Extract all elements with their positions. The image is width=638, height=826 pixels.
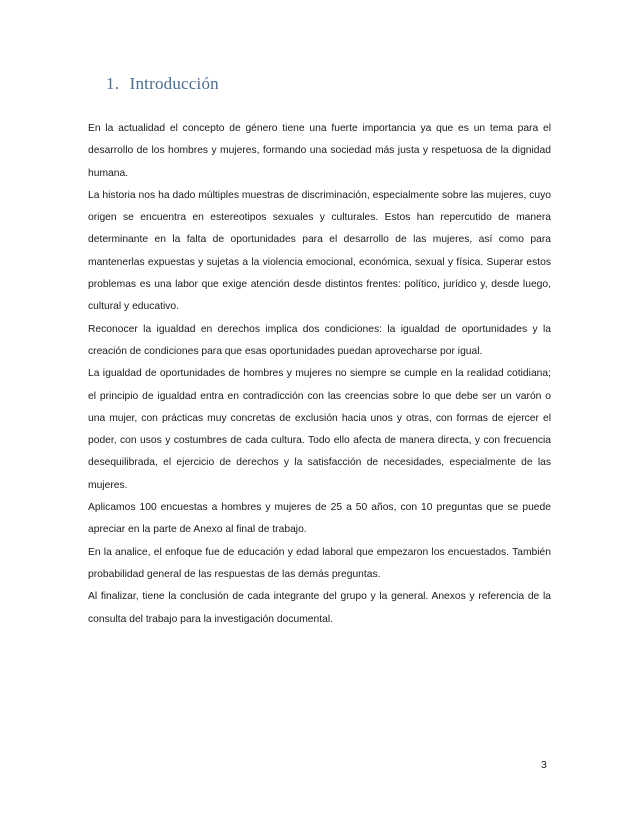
paragraph: Al finalizar, tiene la conclusión de cada integrante del grupo y la general. Anexos y referencia de la consulta del trabajo para la investigación documental. [88, 591, 551, 625]
paragraph: En la actualidad el concepto de género tiene una fuerte importancia ya que es un tema para el desarrollo de los hombres y mujeres, formando una sociedad más justa y respetuosa de la dignidad humana. [88, 123, 551, 179]
paragraph: La historia nos ha dado múltiples muestras de discriminación, especialmente sobre las mujeres, cuyo origen se encuentra en estereotipos sexuales y culturales. Estos han repercutido de manera determinante en la falta de oportunidades para el desarrollo de las mujeres, así como para mantenerlas expuestas y sujetas a la violencia emocional, económica, sexual y física. Superar estos problemas es una labor que exige atención desde distintos frentes: político, jurídico y, desde luego, cultural y educativo. [88, 189, 551, 313]
paragraph: La igualdad de oportunidades de hombres y mujeres no siempre se cumple en la realidad cotidiana; el principio de igualdad entra en contradicción con las creencias sobre lo que debe ser un varón o una mujer, con prácticas muy concretas de exclusión hacia unos y otras, con formas de ejercer el poder, con usos y costumbres de cada cultura. Todo ello afecta de manera directa, y con frecuencia desequilibrada, el ejercicio de derechos y la satisfacción de necesidades, especialmente de las mujeres. [88, 368, 551, 491]
body-text [88, 118, 551, 631]
section-number: 1. [106, 74, 120, 93]
paragraph: En la analice, el enfoque fue de educación y edad laboral que empezaron los encuestados. También probabilidad general de las respuestas de las demás preguntas. [88, 546, 551, 580]
section-title: Introducción [129, 74, 219, 93]
section-heading [106, 74, 219, 94]
paragraph: Aplicamos 100 encuestas a hombres y mujeres de 25 a 50 años, con 10 preguntas que se puede apreciar en la parte de Anexo al final de trabajo. [88, 502, 551, 536]
paragraph: Reconocer la igualdad en derechos implica dos condiciones: la igualdad de oportunidades y la creación de condiciones para que esas oportunidades puedan aprovecharse por igual. [88, 323, 551, 357]
page-number: 3 [541, 759, 547, 771]
